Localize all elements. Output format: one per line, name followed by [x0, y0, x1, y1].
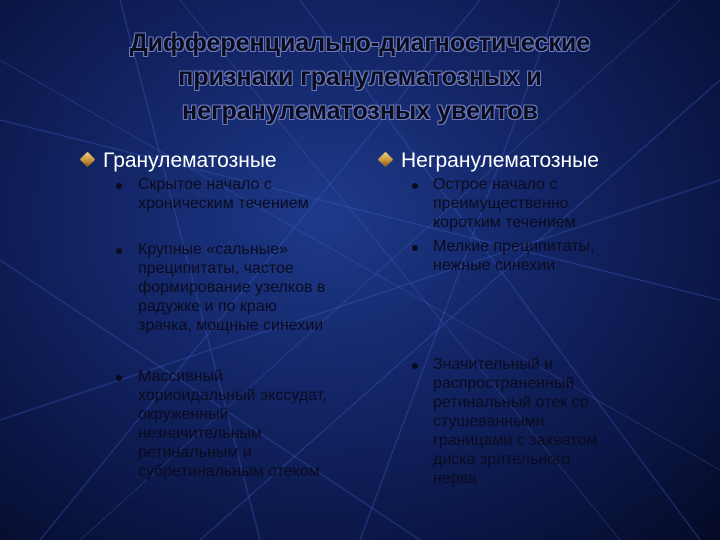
dot-bullet-icon [412, 363, 418, 369]
dot-bullet-icon [116, 183, 122, 189]
item-line: незначительным [138, 425, 262, 442]
item-line: Крупные «сальные» [138, 241, 288, 258]
dot-bullet-icon [412, 245, 418, 251]
item-line: Острое начало с [433, 176, 558, 193]
item-line: распространенный [433, 375, 575, 392]
item-line: стушеванными [433, 413, 545, 430]
item-line: окруженный [138, 406, 229, 423]
item-line: нежные синехии [433, 257, 556, 274]
item-line: Скрытое начало с [138, 176, 272, 193]
list-item-text [138, 175, 309, 213]
title-line-1: Дифференциально-диагностические [129, 29, 591, 57]
item-line: ретинальный отек со [433, 394, 589, 411]
item-line: зрачка, мощные синехии [138, 317, 324, 334]
title-line-2: признаки гранулематозных и [178, 63, 542, 91]
title-line-3: негранулематозных увеитов [182, 97, 538, 125]
list-item-text [138, 367, 327, 481]
item-line: нерва [433, 470, 477, 487]
item-line: границами с захватом [433, 432, 598, 449]
item-line: коротким течением [433, 214, 576, 231]
item-line: Мелкие преципитаты, [433, 238, 595, 255]
list-item-text [433, 237, 595, 275]
column-heading: Негранулематозные [401, 149, 599, 172]
item-line: диска зрительного [433, 451, 571, 468]
item-line: преципитаты, частое [138, 260, 294, 277]
item-line: хроническим течением [138, 195, 309, 212]
item-line: субретинальным отеком [138, 463, 320, 480]
item-line: хориоидальный экссудат, [138, 387, 327, 404]
item-line: Значительный и [433, 356, 554, 373]
list-item-text [138, 240, 325, 335]
slide-title [30, 26, 690, 128]
item-line: радужке и по краю [138, 298, 277, 315]
dot-bullet-icon [116, 248, 122, 254]
list-item-text [433, 175, 576, 232]
item-line: ретинальным и [138, 444, 252, 461]
dot-bullet-icon [412, 183, 418, 189]
item-line: Массивный [138, 368, 224, 385]
column-heading: Гранулематозные [103, 149, 277, 172]
dot-bullet-icon [116, 375, 122, 381]
item-line: формирование узелков в [138, 279, 326, 296]
item-line: преимущественно [433, 195, 569, 212]
list-item-text [433, 355, 597, 488]
